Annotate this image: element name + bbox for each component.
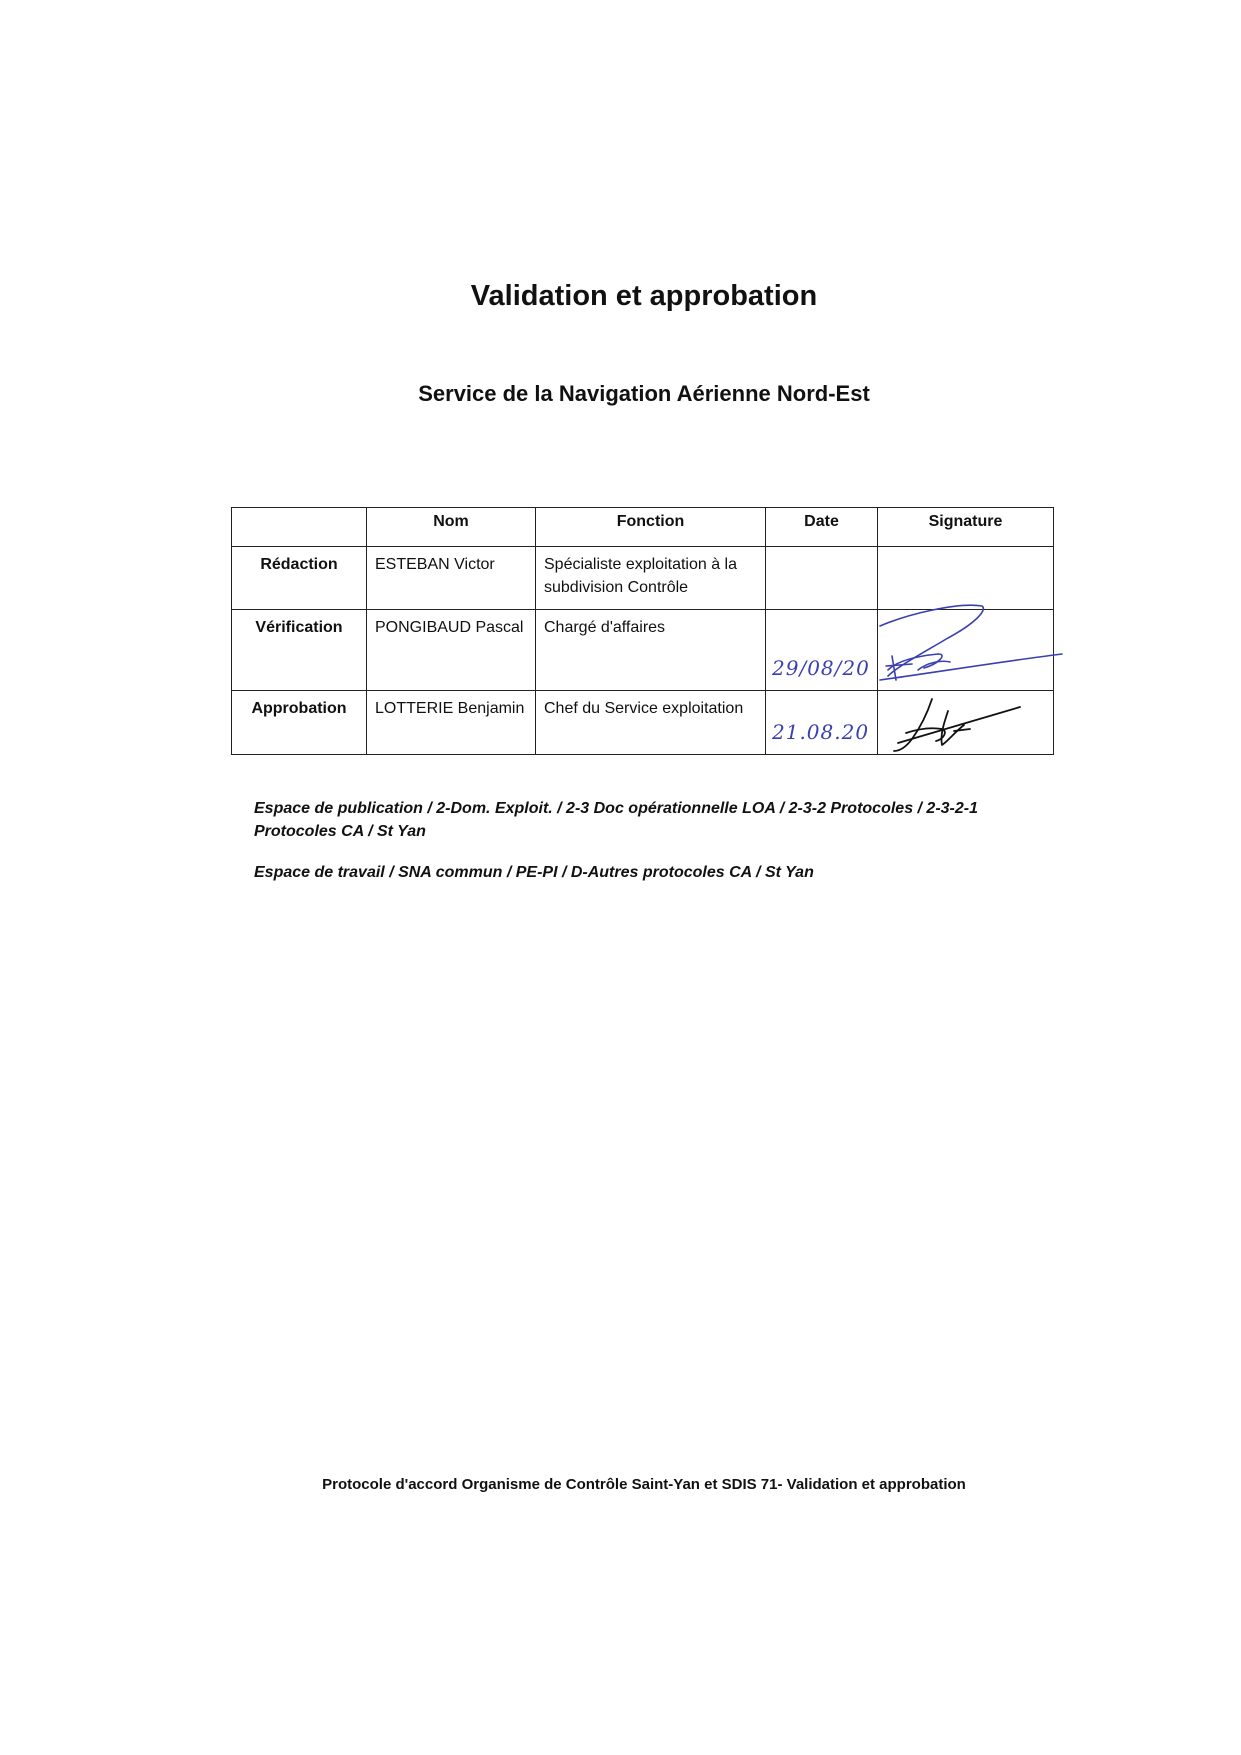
signature-pongibaud (878, 610, 1054, 691)
work-space-path: Espace de travail / SNA commun / PE-PI / D-Autres protocoles CA / St Yan (254, 864, 814, 881)
row-role: Rédaction (232, 547, 367, 610)
row-role: Vérification (232, 610, 367, 691)
page-subtitle: Service de la Navigation Aérienne Nord-Est (418, 381, 870, 406)
header-date: Date (766, 508, 878, 547)
row-signature (878, 610, 1054, 691)
row-signature (878, 547, 1054, 610)
page-title: Validation et approbation (470, 280, 818, 312)
row-fonction: Spécialiste exploitation à la subdivision Contrôle (536, 547, 766, 610)
row-nom: PONGIBAUD Pascal (367, 610, 536, 691)
header-signature: Signature (878, 508, 1054, 547)
row-date (766, 610, 878, 691)
table-row (232, 691, 1054, 755)
page-footer: Protocole d'accord Organisme de Contrôle Saint-Yan et SDIS 71- Validation et approbation (322, 1476, 966, 1493)
handwritten-date: 29/08/20 (772, 656, 870, 680)
header-nom: Nom (367, 508, 536, 547)
header-fonction: Fonction (536, 508, 766, 547)
row-fonction: Chargé d'affaires (536, 610, 766, 691)
row-nom: LOTTERIE Benjamin (367, 691, 536, 755)
row-signature (878, 691, 1054, 755)
table-header-row (232, 508, 1054, 547)
row-nom: ESTEBAN Victor (367, 547, 536, 610)
table-row (232, 547, 1054, 610)
row-date (766, 547, 878, 610)
row-date (766, 691, 878, 755)
table-row (232, 610, 1054, 691)
row-role: Approbation (232, 691, 367, 755)
row-fonction: Chef du Service exploitation (536, 691, 766, 755)
publication-path: Espace de publication / 2-Dom. Exploit. / 2-3 Doc opérationnelle LOA / 2-3-2 Protocoles / 2-3-2-1 Protocoles CA / St Yan (254, 800, 979, 840)
handwritten-date: 21.08.20 (772, 720, 870, 744)
signature-lotterie (878, 691, 1054, 755)
approval-table (231, 507, 1054, 755)
header-role (232, 508, 367, 547)
